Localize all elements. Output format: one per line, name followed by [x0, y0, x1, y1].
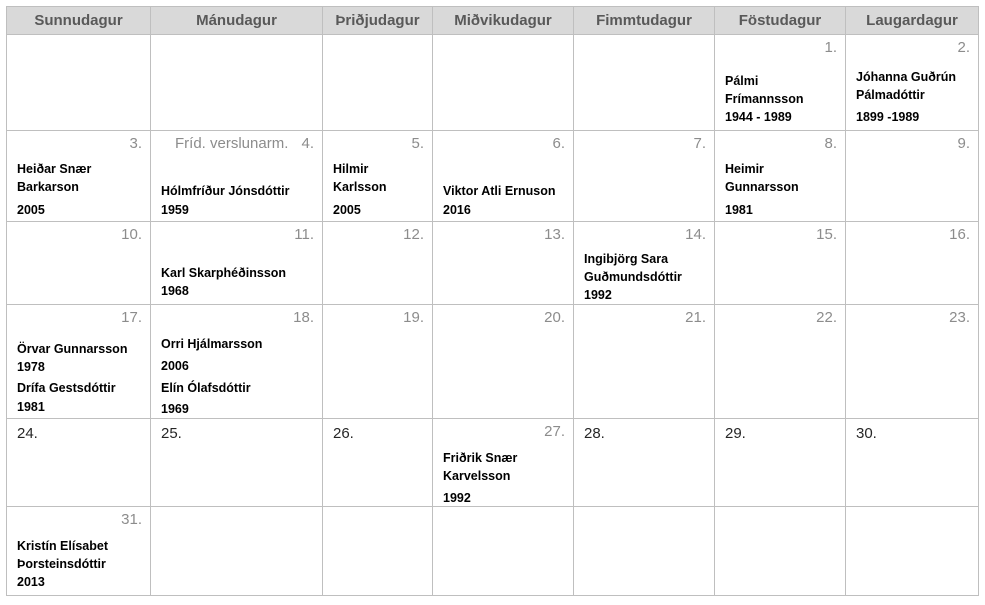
day-cell[interactable]: [322, 221, 433, 305]
birthday-entry: Elín Ólafsdóttir: [161, 381, 251, 395]
day-cell[interactable]: [432, 304, 574, 419]
day-number: 12.: [403, 226, 424, 243]
day-cell[interactable]: [845, 34, 979, 131]
birthday-entry: 1978: [17, 360, 45, 374]
day-number: 16.: [949, 226, 970, 243]
day-number: 5.: [411, 135, 424, 152]
day-number: 2.: [957, 39, 970, 56]
day-cell[interactable]: [150, 130, 323, 222]
day-number: 30.: [856, 425, 877, 442]
weekday-header: Þriðjudagur: [322, 6, 433, 35]
day-number: 27.: [544, 423, 565, 440]
birthday-entry: 1981: [17, 400, 45, 414]
weekday-header: Laugardagur: [845, 6, 979, 35]
birthday-entry: 2016: [443, 203, 471, 217]
birthday-entry: Drífa Gestsdóttir: [17, 381, 116, 395]
day-number: 29.: [725, 425, 746, 442]
day-cell[interactable]: [573, 34, 715, 131]
birthday-entry: Heimir: [725, 162, 764, 176]
day-number: 31.: [121, 511, 142, 528]
birthday-entry: Viktor Atli Ernuson: [443, 184, 556, 198]
holiday-note: Fríd. verslunarm.: [175, 135, 289, 152]
day-cell[interactable]: [6, 34, 151, 131]
birthday-entry: Örvar Gunnarsson: [17, 342, 128, 356]
weekday-header: Mánudagur: [150, 6, 323, 35]
day-number: 9.: [957, 135, 970, 152]
day-cell[interactable]: [150, 304, 323, 419]
day-number: 13.: [544, 226, 565, 243]
day-cell[interactable]: [150, 506, 323, 596]
birthday-entry: 2006: [161, 359, 189, 373]
day-number: 15.: [816, 226, 837, 243]
day-cell[interactable]: [432, 130, 574, 222]
day-cell[interactable]: [322, 130, 433, 222]
day-cell[interactable]: [845, 506, 979, 596]
day-cell[interactable]: [714, 506, 846, 596]
day-cell[interactable]: [573, 418, 715, 507]
day-cell[interactable]: [150, 221, 323, 305]
day-cell[interactable]: [322, 304, 433, 419]
day-cell[interactable]: [432, 418, 574, 507]
day-number: 26.: [333, 425, 354, 442]
birthday-entry: Pálmadóttir: [856, 88, 925, 102]
day-number: 19.: [403, 309, 424, 326]
birthday-entry: 1992: [584, 288, 612, 302]
birthday-entry: 1968: [161, 284, 189, 298]
day-number: 28.: [584, 425, 605, 442]
day-number: 14.: [685, 226, 706, 243]
birthday-entry: Orri Hjálmarsson: [161, 337, 263, 351]
birthday-entry: Kristín Elísabet: [17, 539, 108, 553]
day-cell[interactable]: [322, 418, 433, 507]
day-cell[interactable]: [573, 130, 715, 222]
birthday-entry: Guðmundsdóttir: [584, 270, 682, 284]
day-cell[interactable]: [573, 506, 715, 596]
day-cell[interactable]: [150, 34, 323, 131]
birthday-entry: 1969: [161, 402, 189, 416]
day-cell[interactable]: [6, 418, 151, 507]
day-cell[interactable]: [714, 418, 846, 507]
calendar-grid: [6, 6, 978, 596]
day-cell[interactable]: [845, 221, 979, 305]
birthday-entry: 1959: [161, 203, 189, 217]
day-number: 17.: [121, 309, 142, 326]
birthday-entry: 1992: [443, 491, 471, 505]
day-number: 25.: [161, 425, 182, 442]
day-number: 7.: [693, 135, 706, 152]
birthday-entry: Karl Skarphéðinsson: [161, 266, 287, 280]
day-number: 8.: [824, 135, 837, 152]
day-cell[interactable]: [432, 34, 574, 131]
day-cell[interactable]: [714, 304, 846, 419]
day-number: 24.: [17, 425, 38, 442]
day-cell[interactable]: [845, 130, 979, 222]
birthday-entry: Jóhanna Guðrún: [856, 70, 956, 84]
day-number: 20.: [544, 309, 565, 326]
birthday-entry: 2013: [17, 575, 45, 589]
day-cell[interactable]: [714, 130, 846, 222]
day-cell[interactable]: [6, 221, 151, 305]
birthday-entry: 1899 -1989: [856, 110, 920, 124]
day-number: 10.: [121, 226, 142, 243]
birthday-entry: Hólmfríður Jónsdóttir: [161, 184, 290, 198]
day-cell[interactable]: [6, 304, 151, 419]
day-number: 22.: [816, 309, 837, 326]
day-number: 18.: [293, 309, 314, 326]
day-cell[interactable]: [432, 506, 574, 596]
weekday-header: Fimmtudagur: [573, 6, 715, 35]
day-cell[interactable]: [150, 418, 323, 507]
birthday-entry: Gunnarsson: [725, 180, 799, 194]
day-cell[interactable]: [573, 304, 715, 419]
day-number: 4.: [301, 135, 314, 152]
day-cell[interactable]: [714, 221, 846, 305]
day-cell[interactable]: [6, 506, 151, 596]
day-number: 1.: [824, 39, 837, 56]
birthday-entry: Friðrik Snær: [443, 451, 518, 465]
weekday-header: Föstudagur: [714, 6, 846, 35]
day-number: 21.: [685, 309, 706, 326]
birthday-entry: 1981: [725, 203, 753, 217]
birthday-entry: Barkarson: [17, 180, 79, 194]
day-number: 6.: [552, 135, 565, 152]
birthday-entry: Ingibjörg Sara: [584, 252, 669, 266]
day-number: 23.: [949, 309, 970, 326]
birthday-entry: Pálmi: [725, 74, 759, 88]
day-cell[interactable]: [714, 34, 846, 131]
day-cell[interactable]: [432, 221, 574, 305]
weekday-header: Sunnudagur: [6, 6, 151, 35]
day-cell[interactable]: [845, 304, 979, 419]
day-cell[interactable]: [845, 418, 979, 507]
birthday-entry: Karlsson: [333, 180, 387, 194]
birthday-entry: Frímannsson: [725, 92, 804, 106]
weekday-header: Miðvikudagur: [432, 6, 574, 35]
day-number: 11.: [294, 226, 314, 243]
birthday-entry: Hilmir: [333, 162, 369, 176]
day-cell[interactable]: [322, 506, 433, 596]
day-cell[interactable]: [322, 34, 433, 131]
birthday-entry: 2005: [17, 203, 45, 217]
birthday-entry: Karvelsson: [443, 469, 511, 483]
birthday-entry: Þorsteinsdóttir: [17, 557, 106, 571]
birthday-entry: 2005: [333, 203, 361, 217]
birthday-entry: 1944 - 1989: [725, 110, 792, 124]
day-cell[interactable]: [573, 221, 715, 305]
day-cell[interactable]: [6, 130, 151, 222]
birthday-entry: Heiðar Snær: [17, 162, 92, 176]
day-number: 3.: [129, 135, 142, 152]
